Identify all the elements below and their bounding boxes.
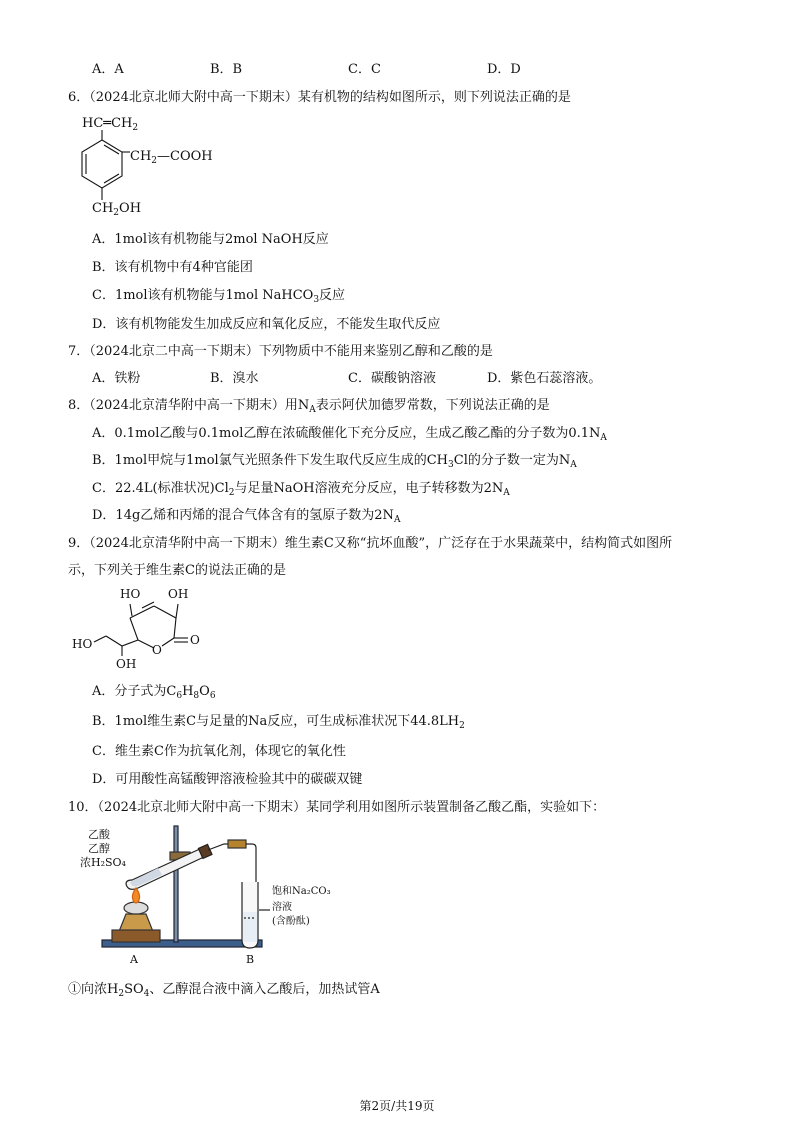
q5-option-c: C．C: [348, 62, 381, 77]
q6-option-c: C．1mol该有机物能与1mol NaHCO$_3$反应: [92, 288, 346, 305]
q6-stem: 6．（2024北京北师大附中高一下期末）某有机物的结构如图所示，则下列说法正确的是: [68, 90, 571, 105]
q10-label-ethanol: 乙醇: [88, 842, 110, 855]
q6-option-d: D．该有机物能发生加成反应和氧化反应，不能发生取代反应: [92, 317, 441, 332]
q7-option-a: A．铁粉: [92, 371, 141, 386]
q5-option-a: A．A: [92, 62, 124, 77]
q9-option-a: A．分子式为$C_6H_8O_6$: [92, 684, 216, 701]
q9-option-b: B．1mol维生素C与足量的Na反应，可生成标准状况下$44.8LH_2$: [92, 714, 465, 731]
q5-option-d: D．D: [487, 62, 521, 77]
q8-option-b: B．1mol甲烷与1mol氯气光照条件下发生取代反应生成的$CH_3Cl$的分子数一定为$N_A$: [92, 453, 577, 470]
page-footer: 第2页/共19页: [359, 1099, 435, 1113]
q8-option-d: D．14g乙烯和丙烯的混合气体含有的氢原子数为$2N_A$: [92, 508, 401, 525]
q8-option-c: C．22.4L(标准状况)$Cl_2$与足量NaOH溶液充分反应，电子转移数为$2N_A$: [92, 481, 510, 498]
q8-stem: 8．（2024北京清华附中高一下期末）用$N_A$表示阿伏加德罗常数，下列说法正确的是: [68, 398, 550, 415]
q9-carbonyl-oxygen-label: O: [190, 633, 200, 647]
q10-label-solution: 溶液: [272, 902, 292, 913]
q7-option-d: D．紫色石蕊溶液。: [487, 371, 602, 386]
q9-option-c: C．维生素C作为抗氧化剂，体现它的氧化性: [92, 744, 346, 759]
q9-structure: [70, 584, 220, 670]
q10-label-b: B: [246, 953, 255, 966]
q9-stem-line2: 示，下列关于维生素C的说法正确的是: [68, 563, 286, 578]
q6-alcohol-label: $CH_2OH$: [92, 201, 142, 218]
q8-option-a: A．0.1mol乙酸与0.1mol乙醇在浓硫酸催化下充分反应，生成乙酸乙酯的分子数为$0.1N_A$: [92, 426, 607, 443]
q6-structure: [72, 114, 232, 220]
q10-label-acid: 乙酸: [88, 828, 110, 841]
q10-apparatus: [74, 822, 344, 972]
q9-structure-svg: [70, 584, 220, 670]
q7-options-row: [92, 371, 712, 387]
q9-ho-top-label: HO: [120, 587, 141, 601]
q9-stem-line1: 9．（2024北京清华附中高一下期末）维生素C又称“抗坏血酸”，广泛存在于水果蔬菜中，结构简式如图所: [68, 536, 673, 551]
q7-option-c: C．碳酸钠溶液: [348, 371, 436, 386]
q6-acid-label: $CH_2—COOH$: [130, 149, 213, 166]
q5-option-b: B．B: [210, 62, 243, 77]
q9-option-d: D．可用酸性高锰酸钾溶液检验其中的碳碳双键: [92, 772, 363, 787]
q5-options-row: [92, 62, 732, 78]
q10-label-na2co3: 饱和Na₂CO₃: [272, 886, 331, 897]
q10-label-phenolphthalein: (含酚酞): [272, 916, 310, 927]
q9-oh-top-label: OH: [168, 587, 189, 601]
q6-vinyl-label: $HC═CH_2$: [82, 116, 139, 133]
q6-option-a: A．1mol该有机物能与2mol NaOH反应: [92, 232, 329, 247]
q10-step1: ①向浓$H_2SO_4$、乙醇混合液中滴入乙酸后，加热试管A: [68, 982, 380, 999]
q9-oh-bottom-label: OH: [116, 657, 137, 671]
q10-stem: 10．（2024北京北师大附中高一下期末）某同学利用如图所示装置制备乙酸乙酯，实验如下：: [68, 800, 606, 815]
q9-ho-left-label: HO: [72, 637, 93, 651]
q6-option-b: B．该有机物中有4种官能团: [92, 260, 253, 275]
q10-label-h2so4: 浓H₂SO₄: [80, 856, 126, 869]
q7-stem: 7．（2024北京二中高一下期末）下列物质中不能用来鉴别乙醇和乙酸的是: [68, 344, 493, 359]
q7-option-b: B．溴水: [210, 371, 259, 386]
q10-label-a: A: [130, 953, 138, 966]
q9-ring-oxygen-label: O: [152, 643, 162, 657]
